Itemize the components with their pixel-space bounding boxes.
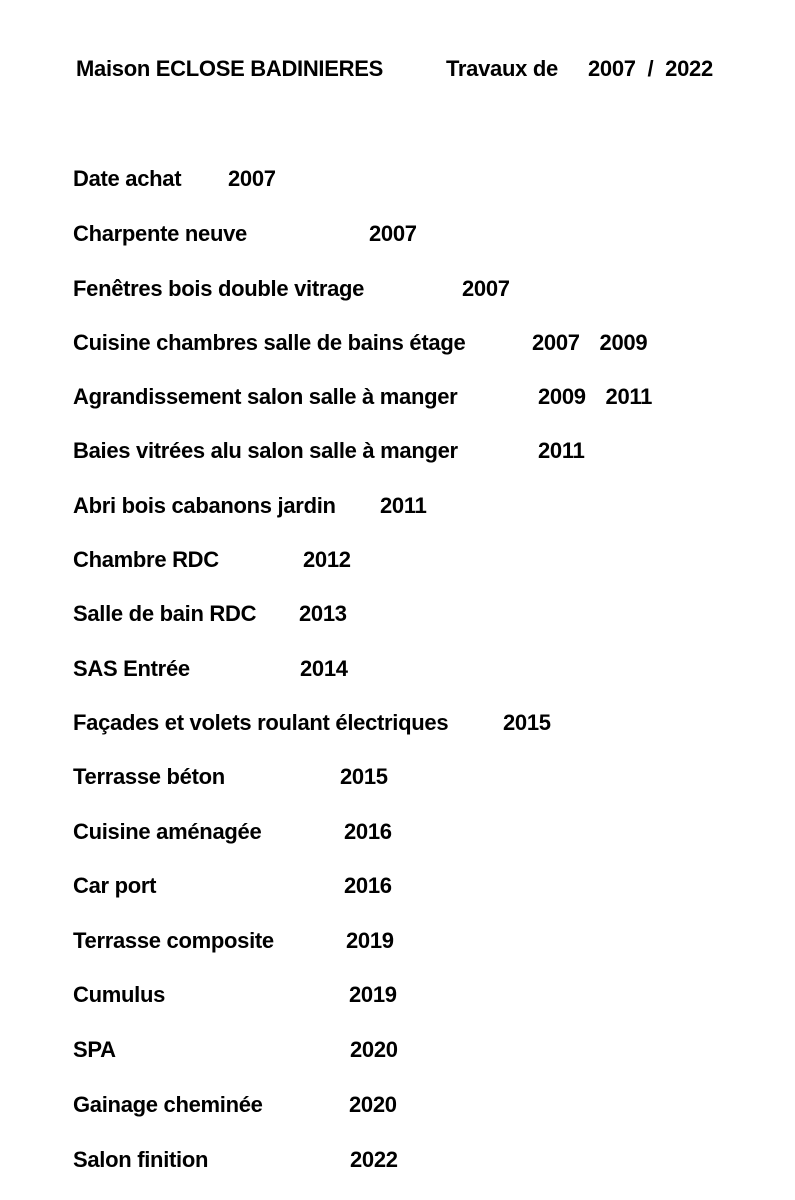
item-years: 2020 xyxy=(350,1037,398,1062)
item-years: 2014 xyxy=(300,656,348,681)
item-years: 2013 xyxy=(299,601,347,626)
item-label: Cuisine aménagée xyxy=(73,819,262,844)
item-years: 2009 2011 xyxy=(538,384,653,409)
item-label: Date achat xyxy=(73,166,182,191)
item-years: 2012 xyxy=(303,547,351,572)
list-item xyxy=(0,330,795,364)
item-label: Charpente neuve xyxy=(73,221,247,246)
item-years: 2007 xyxy=(462,276,510,301)
list-item xyxy=(0,276,795,310)
item-years: 2007 xyxy=(369,221,417,246)
item-years: 2019 xyxy=(349,982,397,1007)
list-item xyxy=(0,819,795,853)
item-label: Gainage cheminée xyxy=(73,1092,263,1117)
item-label: Façades et volets roulant électriques xyxy=(73,710,449,735)
list-item xyxy=(0,1092,795,1126)
list-item xyxy=(0,1037,795,1071)
item-years: 2016 xyxy=(344,873,392,898)
list-item xyxy=(0,601,795,635)
item-label: SAS Entrée xyxy=(73,656,190,681)
item-years: 2019 xyxy=(346,928,394,953)
list-item xyxy=(0,928,795,962)
item-label: Baies vitrées alu salon salle à manger xyxy=(73,438,458,463)
item-label: Cuisine chambres salle de bains étage xyxy=(73,330,466,355)
list-item xyxy=(0,547,795,581)
item-years: 2015 xyxy=(340,764,388,789)
item-years: 2011 xyxy=(538,438,585,463)
item-years: 2015 xyxy=(503,710,551,735)
item-label: Cumulus xyxy=(73,982,166,1007)
item-label: Abri bois cabanons jardin xyxy=(73,493,336,518)
item-years: 2020 xyxy=(349,1092,397,1117)
list-item xyxy=(0,982,795,1016)
list-item xyxy=(0,384,795,418)
item-years: 2022 xyxy=(350,1147,398,1172)
item-years: 2007 2009 xyxy=(532,330,648,355)
item-label: Terrasse béton xyxy=(73,764,225,789)
list-item xyxy=(0,710,795,744)
list-item xyxy=(0,221,795,255)
list-item xyxy=(0,656,795,690)
item-years: 2016 xyxy=(344,819,392,844)
works-period: 2007 / 2022 xyxy=(588,56,713,81)
item-label: Car port xyxy=(73,873,157,898)
house-title: Maison ECLOSE BADINIERES xyxy=(76,56,383,81)
item-label: Agrandissement salon salle à manger xyxy=(73,384,458,409)
list-item xyxy=(0,873,795,907)
item-label: Terrasse composite xyxy=(73,928,274,953)
list-item xyxy=(0,166,795,200)
item-label: Chambre RDC xyxy=(73,547,219,572)
list-item xyxy=(0,493,795,527)
item-label: Salle de bain RDC xyxy=(73,601,257,626)
list-item xyxy=(0,764,795,798)
works-label: Travaux de xyxy=(446,56,558,81)
item-years: 2007 xyxy=(228,166,276,191)
item-years: 2011 xyxy=(380,493,427,518)
item-label: Fenêtres bois double vitrage xyxy=(73,276,365,301)
list-item xyxy=(0,1147,795,1181)
list-item xyxy=(0,438,795,472)
item-label: SPA xyxy=(73,1037,116,1062)
item-label: Salon finition xyxy=(73,1147,209,1172)
